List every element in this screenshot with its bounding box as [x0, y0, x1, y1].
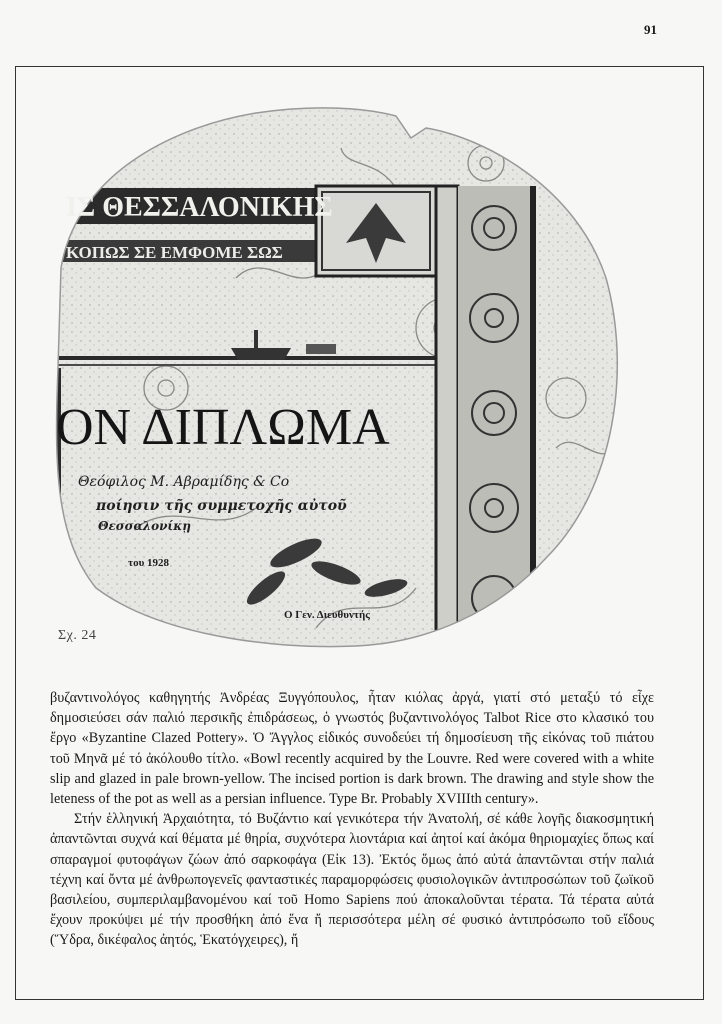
figure-signature: Ο Γεν. Διευθυντής [284, 609, 370, 621]
figure-inscription-top: ΙΣ ΘΕΣΣΑΛΟΝΙΚΗΣ [66, 192, 333, 223]
figure-title-fragment: ΟΝ ΔΙΠΛΩΜΑ [56, 399, 390, 456]
figure-script-line: Θεόφιλος Μ. Αβραμίδης & Co [78, 474, 290, 490]
paragraph-1: βυζαντινολόγος καθηγητής Ἀνδρέας Ξυγγόπουλος, ἦταν κιόλας ἀργά, γιατί στό μεταξύ τό εἶχε δημοσιεύσει σάν παλιό περσικῆς ἐπιδράσεως, ὁ γνωστός βυζαντινολόγος Talbot Rice στο κλασικό του ἔργο «Byzantine Clazed Pottery». Ὁ Ἄγγλος εἰδικός συνοδεύει τή δημοσίευση τῆς εἰκόνας τοῦ πιάτου τοῦ Μηνᾶ μέ τό ἀκόλουθο τίτλο. «Bowl recently acquired by the Louvre. Red were covered with a white slip and glazed in pale brown-yellow. The incised portion is dark brown. The drawing and style show the leteness of the pot as well as a persian influence. Type Br. Probably XVIIIth century». [50, 690, 654, 808]
figure-line-2: ποίησιν τῆς συμμετοχῆς αὐτοῦ [96, 498, 347, 514]
figure-line-3: Θεσσαλονίκῃ [98, 519, 191, 533]
figure-plate-photo [16, 68, 704, 658]
body-text [50, 688, 654, 951]
figure-inscription-second: ΚΟΠΩΣ ΣΕ ΕΜΦΟΜΕ ΣΩΣ [66, 243, 283, 262]
figure-caption: Σχ. 24 [58, 628, 97, 643]
paragraph-2: Στήν ἑλληνική Ἀρχαιότητα, τό Βυζάντιο καί γενικότερα τήν Ἀνατολή, σέ κάθε λογῆς διακοσμητική ἀπαντῶνται συχνά καί θέματα μέ θηρία, συχνότερα λιοντάρια καί ἀητοί καί ἀκόμα θηριομαχίες ὅπως καί σπαραγμοί φυτοφάγων ζώων ἀπό σαρκοφάγα (Εἰκ 13). Ἐκτός ὅμως ἀπό αὐτά ἀπαντῶνται στήν παλιά τέχνη καί ὄντα μέ ἀνθρωπογενεῖς φανταστικές παραμορφώσεις φυσιολογικῶν ἀντιπροσώπων τοῦ ζωϊκοῦ βασιλείου, συμπεριλαμβανομένου καί τοῦ Homo Sapiens πού ἀποκαλοῦνται τέρατα. Τά τέρατα αὐτά ἔχουν προκύψει μέ τήν προσθήκη ἀπό ἕνα ἤ περισσότερα μέλη σέ φυσικό ἀντιπρόσωπο τοῦ εἴδους (Ὕδρα, δικέφαλος ἀητός, Ἑκατόγχειρες), ἤ [50, 811, 654, 949]
page-number: 91 [644, 22, 657, 37]
figure-date-line: του 1928 [128, 557, 170, 569]
